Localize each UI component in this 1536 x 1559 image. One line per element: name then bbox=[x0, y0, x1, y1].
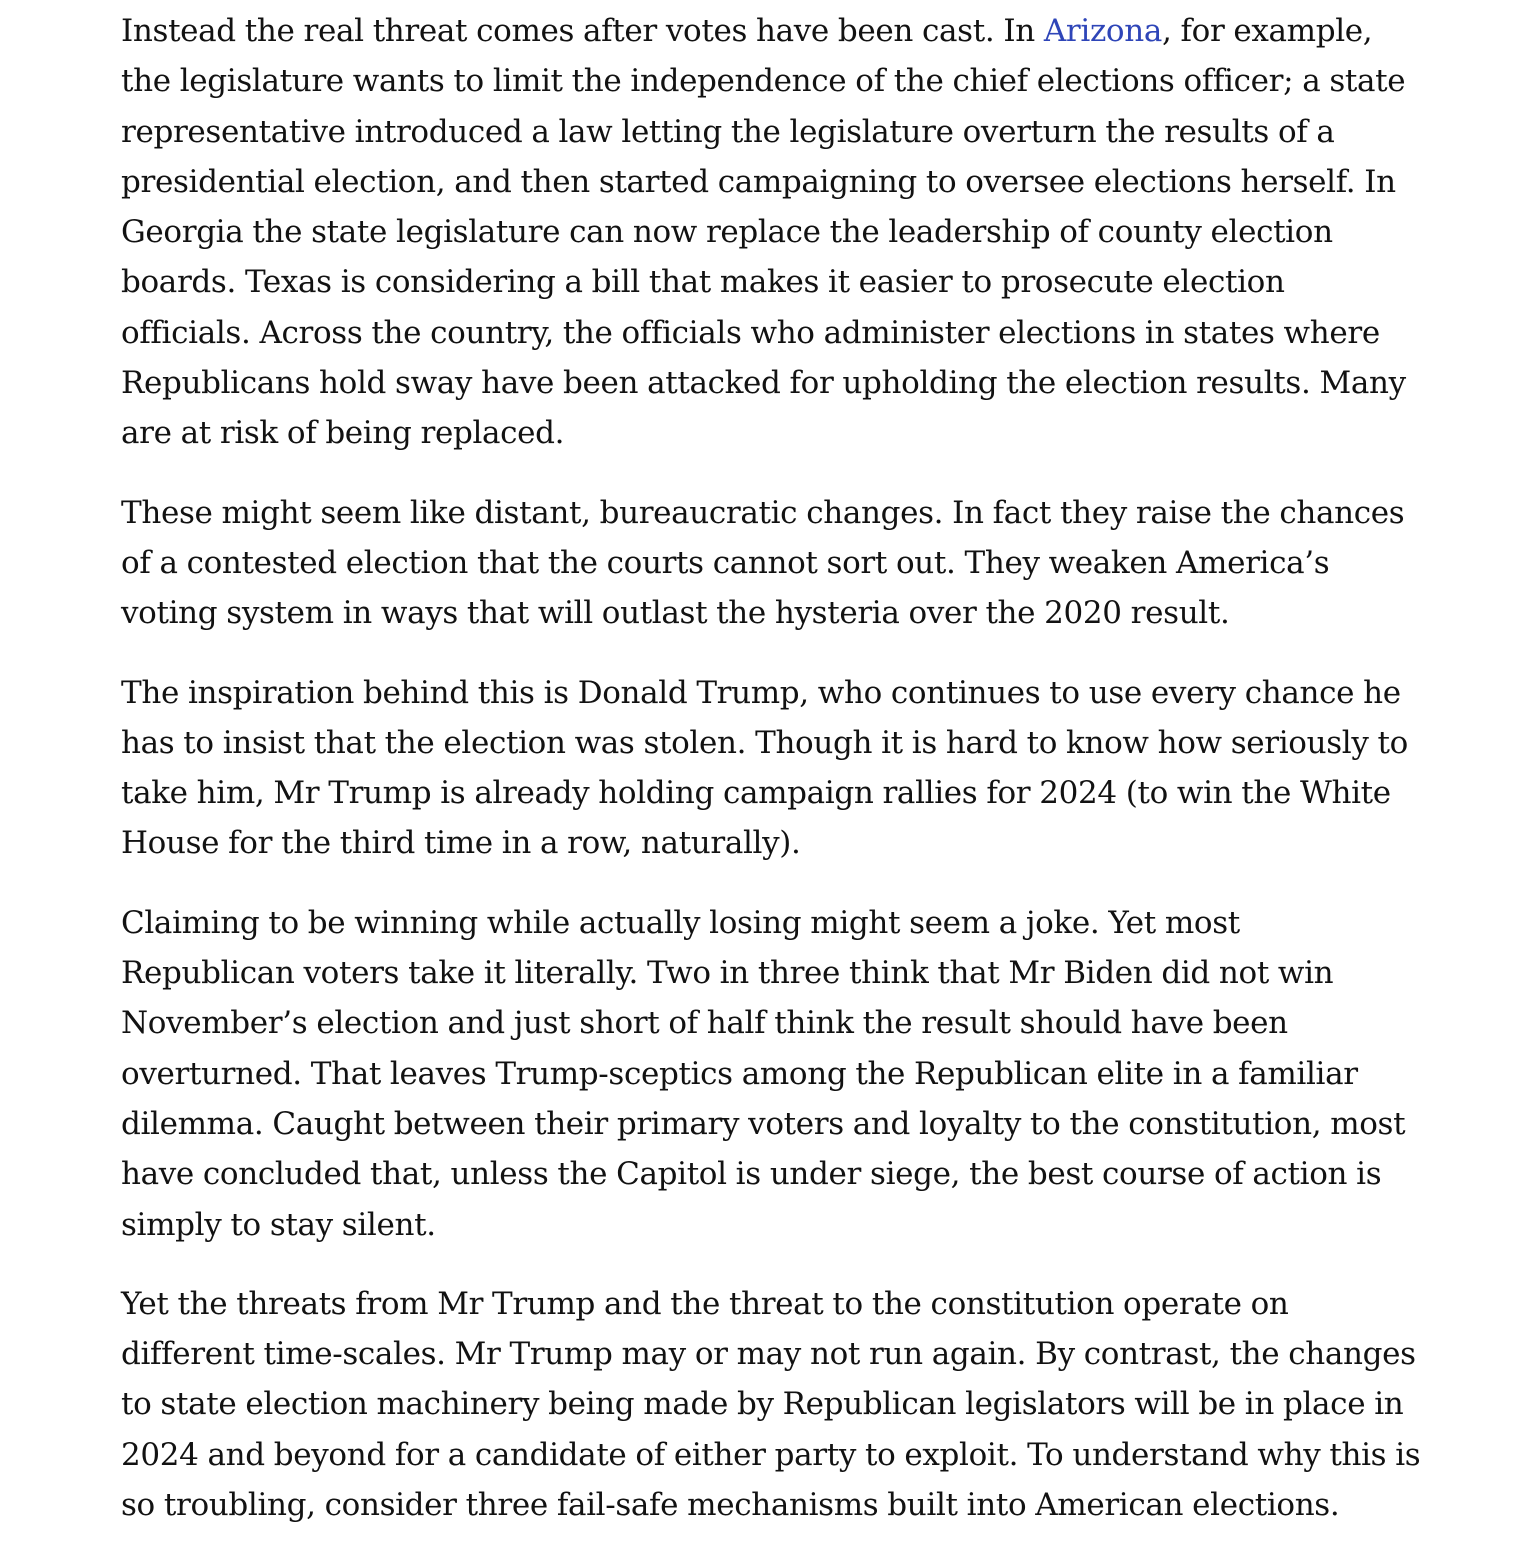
arizona-link[interactable]: Arizona bbox=[1043, 13, 1162, 49]
article-paragraph-4: Claiming to be winning while actually losing might seem a joke. Yet most Republican voters take it literally. Two in three think that Mr Biden did not win November’s election and just short of half think the result should have been overturned. That leaves Trump-sceptics among the Republican elite in a familiar dilemma. Caught between their primary voters and loyalty to the constitution, most have concluded that, unless the Capitol is under siege, the best course of action is simply to stay silent. bbox=[121, 904, 1406, 1243]
paragraph-1-text-after-link: , for example, the legislature wants to limit the independence of the chief elections officer; a state representative introduced a law letting the legislature overturn the results of a presidential election, and then started campaigning to oversee elections herself. In Georgia the state legislature can now replace the leadership of county election boards. Texas is considering a bill that makes it easier to prosecute election officials. Across the country, the officials who administer elections in states where Republicans hold sway have been attacked for upholding the election results. Many are at risk of being replaced. bbox=[121, 13, 1406, 452]
article-body bbox=[121, 6, 1421, 1559]
article-paragraph-2: These might seem like distant, bureaucratic changes. In fact they raise the chances of a contested election that the courts cannot sort out. They weaken America’s voting system in ways that will outlast the hysteria over the 2020 result. bbox=[121, 494, 1405, 632]
article-paragraph-1 bbox=[121, 6, 1421, 459]
article-paragraph-3: The inspiration behind this is Donald Trump, who continues to use every chance he has to insist that the election was stolen. Though it is hard to know how seriously to take him, Mr Trump is already holding campaign rallies for 2024 (to win the White House for the third time in a row, naturally). bbox=[121, 674, 1408, 862]
paragraph-1-text-before-link: Instead the real threat comes after votes have been cast. In bbox=[121, 13, 1044, 49]
article-paragraph-5: Yet the threats from Mr Trump and the threat to the constitution operate on different time-scales. Mr Trump may or may not run again. By contrast, the changes to state election machinery being made by Republican legislators will be in place in 2024 and beyond for a candidate of either party to exploit. To understand why this is so troubling, consider three fail-safe mechanisms built into American elections. bbox=[121, 1285, 1421, 1524]
